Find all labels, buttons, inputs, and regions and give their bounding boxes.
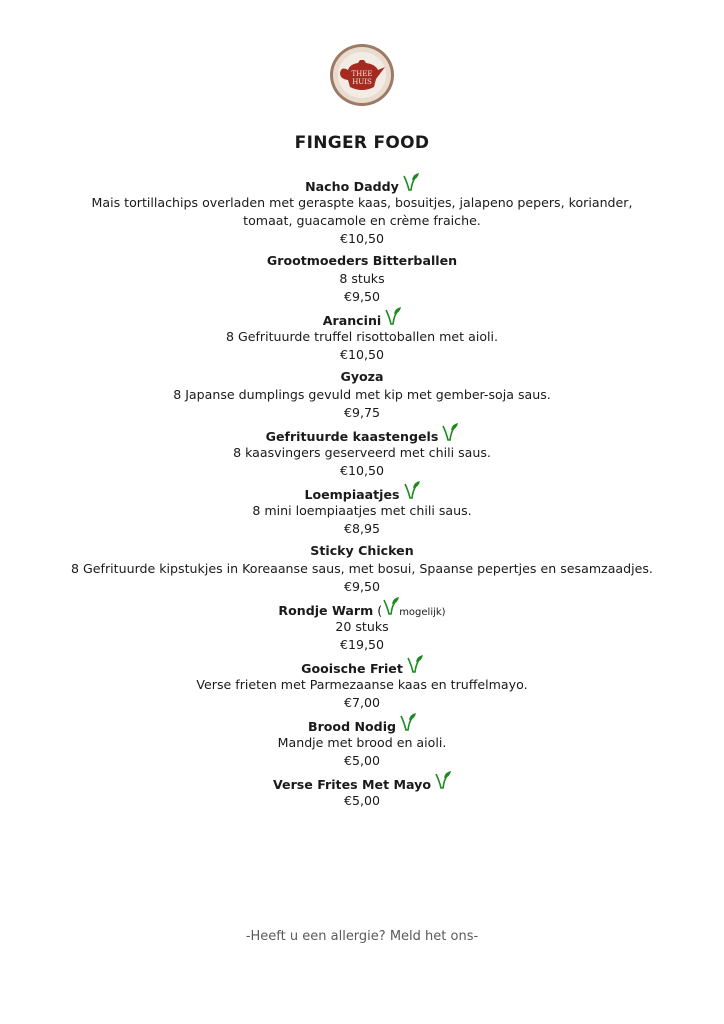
item-price: €5,00 (343, 753, 381, 768)
item-description: Mais tortillachips overladen met geraspte kaas, bosuitjes, jalapeno pepers, koriander, (91, 195, 633, 210)
menu-item (0, 364, 724, 422)
leaf-vegetarian-icon (403, 172, 419, 192)
item-price: €10,50 (339, 231, 385, 246)
leaf-vegetarian-icon (435, 770, 451, 790)
leaf-vegetarian-icon (383, 596, 399, 616)
item-name: Gefrituurde kaastengels (265, 429, 439, 444)
svg-text:THEE: THEE (351, 70, 373, 78)
veg-note: mogelijk) (399, 607, 446, 618)
menu-item (0, 306, 724, 364)
menu-item (0, 712, 724, 770)
menu-item (0, 172, 724, 248)
item-price: €9,50 (343, 579, 381, 594)
item-name: Gooische Friet (301, 661, 403, 676)
menu-item (0, 770, 724, 810)
item-description: 8 kaasvingers geserveerd met chili saus. (233, 445, 491, 460)
section-title: FINGER FOOD (294, 133, 430, 153)
item-description: 8 Gefrituurde truffel risottoballen met aioli. (225, 329, 499, 344)
item-price: €10,50 (339, 463, 385, 478)
svg-text:HUIS: HUIS (352, 78, 372, 86)
item-description: 20 stuks (335, 619, 389, 634)
menu-list (0, 172, 724, 810)
leaf-vegetarian-icon (400, 712, 416, 732)
menu-item (0, 480, 724, 538)
item-name: Nacho Daddy (305, 179, 399, 194)
leaf-vegetarian-icon (404, 480, 420, 500)
menu-item (0, 596, 724, 654)
thee-huis-logo (329, 43, 395, 107)
item-description: 8 Japanse dumplings gevuld met kip met gember-soja saus. (173, 387, 551, 402)
leaf-vegetarian-icon (407, 654, 423, 674)
item-name: Arancini (322, 313, 382, 328)
menu-item (0, 422, 724, 480)
item-name: Loempiaatjes (304, 487, 400, 502)
item-description: tomaat, guacamole en crème fraiche. (243, 213, 481, 228)
item-price: €19,50 (339, 637, 385, 652)
item-name: Brood Nodig (307, 719, 397, 734)
item-name: Grootmoeders Bitterballen (266, 253, 458, 268)
item-description: 8 mini loempiaatjes met chili saus. (252, 503, 472, 518)
item-name: Verse Frites Met Mayo (273, 777, 431, 792)
leaf-vegetarian-icon (442, 422, 458, 442)
item-description: Mandje met brood en aioli. (277, 735, 447, 750)
menu-item (0, 654, 724, 712)
item-price: €8,95 (343, 521, 381, 536)
item-name: Sticky Chicken (310, 543, 414, 558)
item-price: €7,00 (343, 695, 381, 710)
leaf-vegetarian-icon (385, 306, 401, 326)
item-description: Verse frieten met Parmezaanse kaas en truffelmayo. (196, 677, 528, 692)
item-name: Gyoza (340, 369, 384, 384)
item-name: Rondje Warm (278, 603, 374, 618)
item-price: €9,75 (343, 405, 381, 420)
item-description: 8 stuks (339, 271, 385, 286)
allergy-notice: -Heeft u een allergie? Meld het ons- (245, 929, 479, 944)
menu-item (0, 248, 724, 306)
item-price: €9,50 (343, 289, 381, 304)
veg-note-open: ( (373, 603, 383, 618)
item-price: €5,00 (343, 793, 381, 808)
menu-item (0, 538, 724, 596)
item-price: €10,50 (339, 347, 385, 362)
item-description: 8 Gefrituurde kipstukjes in Koreaanse saus, met bosui, Spaanse pepertjes en sesamzaadjes. (71, 561, 653, 576)
